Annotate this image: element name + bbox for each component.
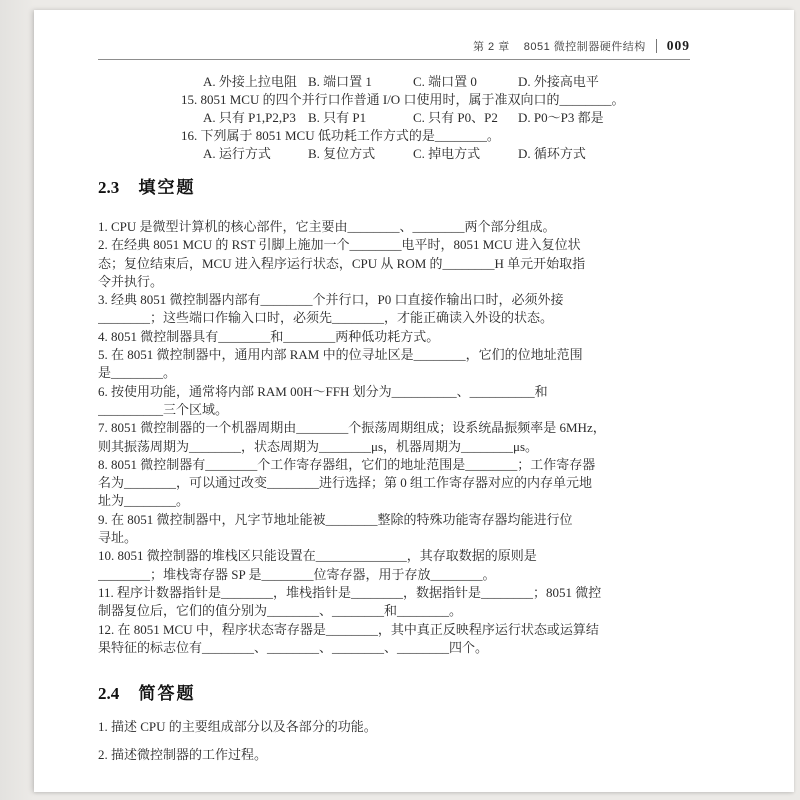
- section-number: 2.3: [98, 178, 120, 197]
- header-chapter: 第 2 章: [472, 41, 510, 53]
- question: [98, 746, 690, 764]
- question-text-line: 4. 8051 微控制器具有________和________两种低功耗方式。: [98, 328, 440, 344]
- multiple-choice-block: [98, 73, 690, 163]
- header-title: 8051 微控制器硬件结构: [523, 41, 646, 53]
- question-text-line: __________三个区域。: [98, 401, 229, 417]
- question-text-line: 址为________。: [98, 493, 190, 509]
- choice-row: [98, 145, 690, 163]
- question-text-line: 12. 在 8051 MCU 中，程序状态寄存器是________，其中真正反映程序运行状态或运算结: [98, 621, 599, 637]
- question-text-line: 8. 8051 微控制器有________个工作寄存器组，它们的地址范围是________；工作寄存器: [98, 456, 596, 472]
- question-text-line: 1. CPU 是微型计算机的核心部件，它主要由________、________两个部分组成。: [98, 219, 556, 234]
- question-text-line: 态；复位结束后，MCU 进入程序运行状态，CPU 从 ROM 的________H 单元开始取指: [98, 255, 586, 271]
- section-title: 填空题: [138, 178, 196, 197]
- question: [98, 511, 690, 548]
- header-rule: [98, 59, 690, 60]
- question-text-line: 2. 描述微控制器的工作过程。: [98, 747, 268, 763]
- question-text-line: 寻址。: [98, 530, 138, 546]
- page-number: 009: [666, 38, 690, 53]
- choice-option: C. 掉电方式: [413, 146, 481, 161]
- question-text-line: 制器复位后，它们的值分别为________、________和________。: [98, 603, 463, 619]
- question-line: 16. 下列属于 8051 MCU 低功耗工作方式的是________。: [181, 128, 500, 143]
- question: [98, 346, 690, 383]
- fill-in-questions: [98, 218, 690, 657]
- question-text-line: 6. 按使用功能，通常将内部 RAM 00H～FFH 划分为__________、__________和: [98, 383, 548, 399]
- header-divider: [656, 39, 657, 53]
- choice-option: D. 循环方式: [518, 146, 586, 161]
- choice-option: B. 只有 P1: [308, 110, 367, 125]
- question-text-line: 5. 在 8051 微控制器中，通用内部 RAM 中的位寻址区是________，它们的位地址范围: [98, 347, 583, 363]
- question: [98, 291, 690, 328]
- choice-option: A. 外接上拉电阻: [203, 74, 297, 89]
- section-number: 2.4: [98, 684, 120, 704]
- question: [98, 547, 690, 584]
- question-text-line: 1. 描述 CPU 的主要组成部分以及各部分的功能。: [98, 719, 377, 735]
- question: [98, 383, 690, 420]
- choice-row: [98, 73, 690, 91]
- question-text-line: ________；这些端口作输入口时，必须先________，才能正确读入外设的状态。: [98, 310, 554, 326]
- question: [98, 718, 690, 736]
- question-text-line: 3. 经典 8051 微控制器内部有________个并行口，P0 口直接作输出口时，必须外接: [98, 292, 564, 308]
- question-line: 15. 8051 MCU 的四个并行口作普通 I/O 口使用时，属于准双向口的________。: [181, 92, 625, 107]
- section-title: 简答题: [138, 684, 196, 704]
- section-heading-fill: [98, 173, 690, 198]
- question: [98, 621, 690, 658]
- section-heading-short-answer: [98, 679, 690, 704]
- question-text-line: ________；堆栈寄存器 SP 是________位寄存器，用于存放________。: [98, 566, 496, 582]
- question-text-line: 果特征的标志位有________、________、________、________四个。: [98, 639, 489, 655]
- question-text-line: 2. 在经典 8051 MCU 的 RST 引脚上施加一个________电平时，8051 MCU 进入复位状: [98, 237, 581, 253]
- choice-option: D. P0～P3 都是: [518, 110, 604, 125]
- choice-option: B. 复位方式: [308, 146, 376, 161]
- question-text-line: 令并执行。: [98, 273, 164, 289]
- choice-option: D. 外接高电平: [518, 74, 599, 89]
- question: [98, 218, 690, 236]
- book-page: [34, 10, 794, 792]
- question-text-line: 10. 8051 微控制器的堆栈区只能设置在______________，其存取数据的原则是: [98, 548, 537, 564]
- question: [98, 328, 690, 346]
- question-text-line: 9. 在 8051 微控制器中，凡字节地址能被________整除的特殊功能寄存器均能进行位: [98, 511, 573, 527]
- choice-option: A. 只有 P1,P2,P3: [203, 110, 296, 125]
- choice-row: [98, 109, 690, 127]
- question-text-line: 则其振荡周期为________，状态周期为________μs，机器周期为________μs。: [98, 438, 539, 454]
- choice-option: C. 只有 P0、P2: [413, 110, 498, 125]
- choice-option: C. 端口置 0: [413, 74, 477, 89]
- choice-option: B. 端口置 1: [308, 74, 372, 89]
- question: [98, 236, 690, 291]
- choice-option: A. 运行方式: [203, 146, 271, 161]
- page-header: [98, 38, 690, 54]
- question-text-line: 7. 8051 微控制器的一个机器周期由________个振荡周期组成；设系统晶振频率是 6MHz，: [98, 420, 606, 436]
- page-content: [98, 10, 690, 775]
- question: [98, 419, 690, 456]
- question-text-line: 名为________，可以通过改变________进行选择；第 0 组工作寄存器对应的内存单元地: [98, 475, 593, 491]
- short-answer-questions: [98, 718, 690, 765]
- question-text-line: 是________。: [98, 365, 177, 381]
- question: [98, 584, 690, 621]
- question-text-line: 11. 程序计数器指针是________，堆栈指针是________，数据指针是________；8051 微控: [98, 584, 602, 600]
- question: [98, 456, 690, 511]
